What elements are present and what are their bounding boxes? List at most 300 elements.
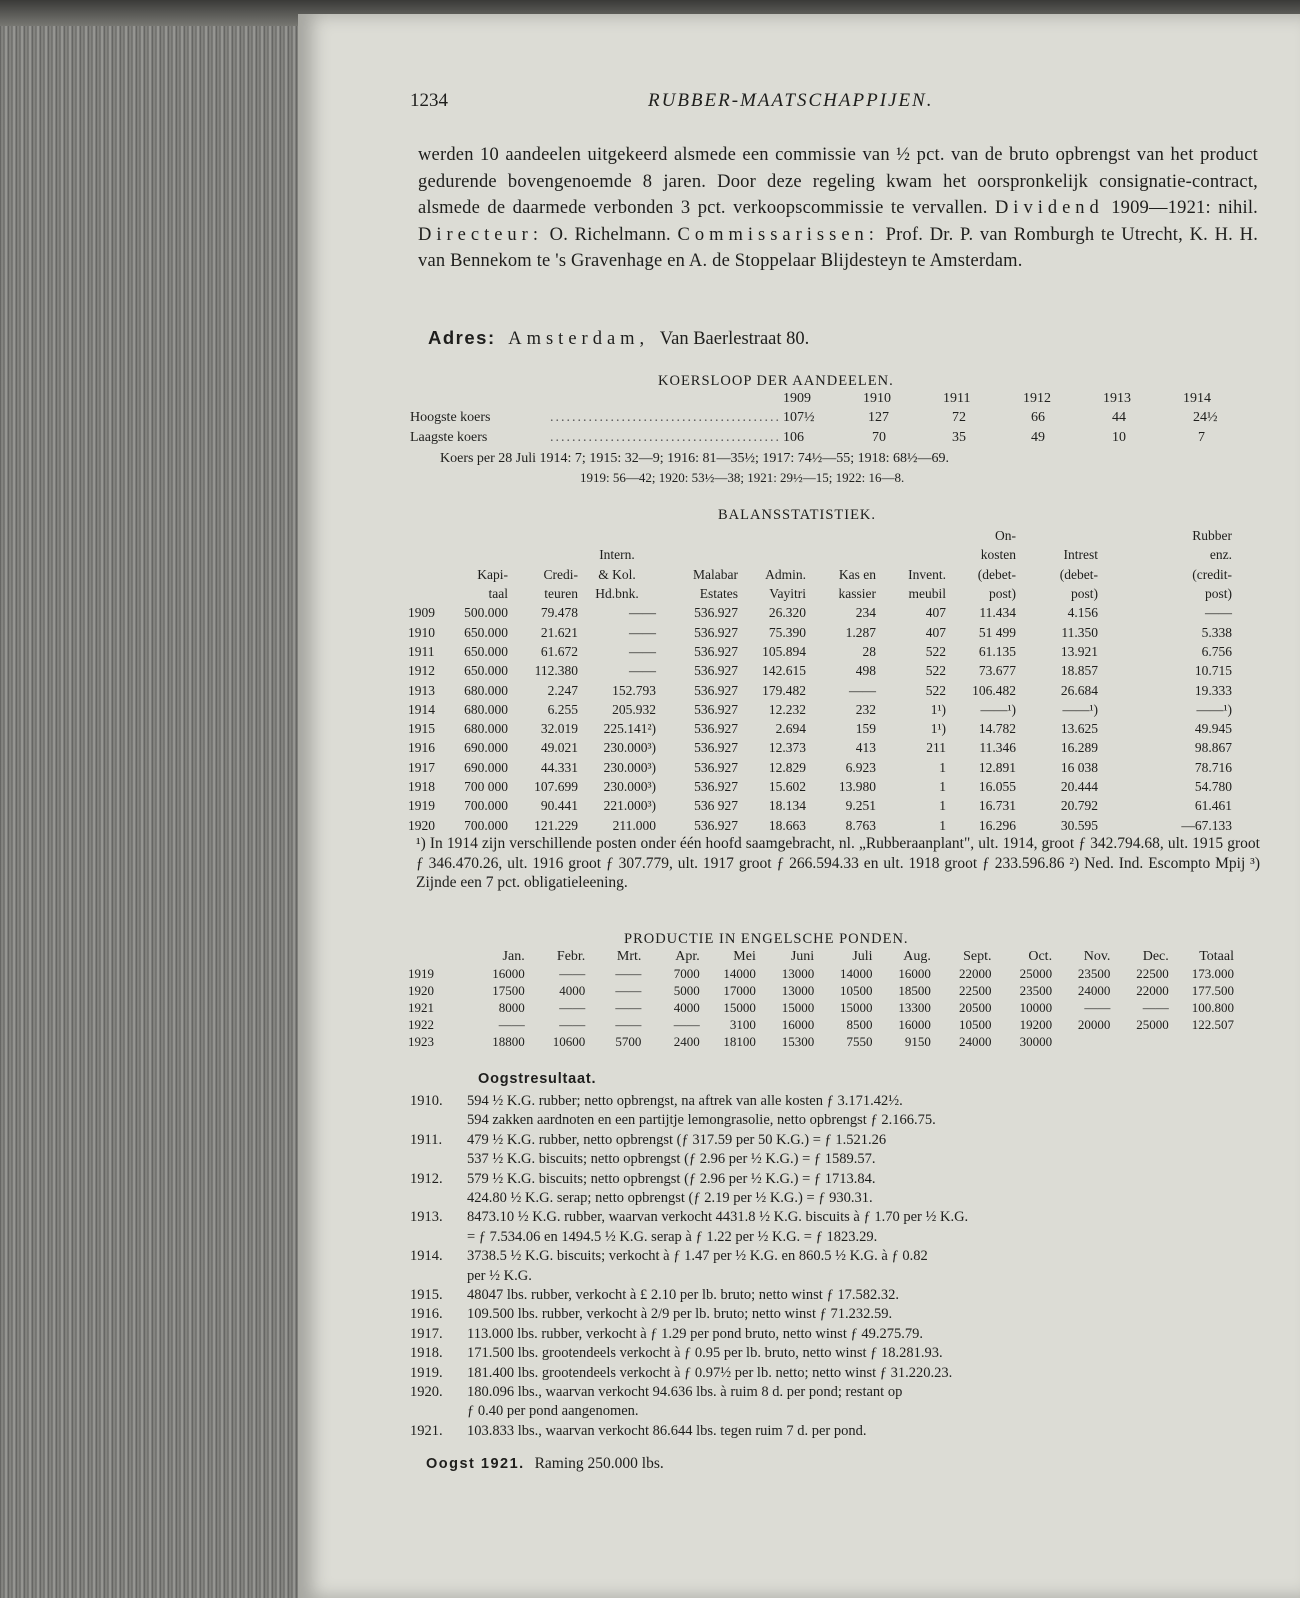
balans-cell: 536.927 [694,721,738,737]
balans-row [408,796,1232,815]
balans-cell: 112.380 [534,663,578,679]
balans-cell: 650.000 [464,624,508,640]
productie-header-row [408,948,1234,965]
koersloop-year: 1914 [1183,391,1211,406]
productie-header-cell: Aug. [903,949,931,964]
productie-header-cell: Nov. [1083,949,1111,964]
productie-cell: 15000 [840,1000,873,1015]
productie-cell: 10600 [552,1034,586,1049]
balans-row [408,777,1232,796]
balans-cell: 690.000 [464,759,508,775]
oogstresultaat-list [410,1092,1250,1442]
balans-cell: 500.000 [464,605,508,621]
oogst-line: 171.500 lbs. grootendeels verkocht à ƒ 0.95 per lb. bruto, netto winst ƒ 18.281.93. [467,1345,943,1362]
oogst-year: 1911. [410,1131,443,1148]
productie-header-cell: Febr. [556,949,586,964]
balans-header-cell: Hd.bnk. [595,586,639,602]
balans-cell: 8.763 [845,817,876,833]
balans-cell: 26.320 [768,605,806,621]
productie-year-cell: 1919 [408,966,434,981]
productie-cell: 20000 [1077,1017,1111,1032]
productie-cell: —— [1142,1000,1169,1015]
productie-cell: 7550 [846,1034,873,1049]
balans-row [408,738,1232,757]
intro-paragraph [418,142,1258,275]
balans-row [408,622,1232,641]
balans-cell: 1¹) [930,721,946,737]
productie-cell: 7000 [673,966,700,981]
balans-cell: 230.000³) [603,740,656,756]
balans-header-cell: Admin. [765,566,806,582]
balans-cell: 230.000³) [603,779,656,794]
adres-street: Van Baerlestraat 80. [659,329,810,349]
balans-cell: 18.663 [768,817,806,833]
balans-cell: 2.694 [775,721,806,737]
productie-year-cell: 1921 [408,1000,434,1015]
balans-header-cell: (debet- [977,566,1016,582]
productie-cell: —— [615,1000,642,1015]
balans-cell: 20.444 [1060,779,1098,794]
oogst-1921-text: Raming 250.000 lbs. [534,1455,664,1472]
productie-cell: 23500 [1019,983,1053,998]
balans-cell: 152.793 [612,682,656,698]
productie-cell: 122.507 [1191,1017,1234,1032]
balans-cell: 121.229 [534,817,578,833]
balans-cell: 650.000 [464,643,508,659]
balans-cell: 225.141²) [603,721,656,737]
balans-cell: 536.927 [694,624,738,640]
productie-cell: 16000 [492,966,525,981]
balans-header-cell [806,545,876,564]
balans-cell: 536.927 [694,779,738,794]
koersloop-year: 1909 [783,391,811,406]
balans-cell: 11.350 [1061,624,1098,640]
balans-cell: 20.792 [1060,798,1098,814]
koersloop-value: 10 [1112,430,1126,445]
koersloop-value: 107½ [783,410,815,425]
balans-cell: 1.287 [845,624,876,640]
koersloop-row-label: Laagste koers [410,430,488,445]
balans-header-cell [656,526,738,545]
oogst-line: 594 ½ K.G. rubber; netto opbrengst, na aftrek van alle kosten ƒ 3.171.42½. [467,1093,903,1109]
balans-header-cell: Intern. [599,547,635,563]
balans-cell: 680.000 [464,701,508,717]
productie-cell: 17500 [492,983,525,998]
balans-cell: 522 [925,682,946,698]
oogst-1921-label: Oogst 1921. [426,1456,525,1472]
balans-cell: 536.927 [694,817,738,833]
productie-cell: —— [559,1017,586,1032]
productie-cell: 10500 [840,983,873,998]
productie-header-cell: Sept. [963,949,992,964]
oogst-line: 537 ½ K.G. biscuits; netto opbrengst (ƒ 2.96 per ½ K.G.) = ƒ 1589.57. [467,1151,876,1168]
balans-cell: 30.595 [1060,817,1098,833]
oogst-year: 1917. [410,1325,443,1342]
oogst-year: 1920. [410,1384,443,1400]
balans-cell: 700 000 [464,779,508,794]
balans-cell: 9.251 [845,798,876,814]
productie-cell [1110,1033,1168,1050]
balans-cell: 536 927 [694,798,738,814]
productie-cell: 25000 [1136,1017,1169,1032]
koersloop-note-2: 1919: 56—42; 1920: 53½—38; 1921: 29½—15; 1922: 16—8. [580,470,905,485]
balans-cell: 536.927 [694,663,738,679]
balans-cell: 413 [855,740,876,756]
balans-cell: 536.927 [694,643,738,659]
productie-row [408,1033,1234,1050]
productie-year-cell: 1922 [408,1017,434,1032]
koersloop-row-laagste [410,430,1230,448]
balans-cell: 536.927 [694,605,738,621]
balans-cell: 49.945 [1194,721,1232,737]
koersloop-value: 7 [1198,430,1205,445]
balans-cell: 407 [925,605,946,621]
koersloop-value: 44 [1112,410,1126,425]
productie-cell: 23500 [1077,966,1111,981]
balans-header-cell [508,545,578,564]
productie-cell: 16000 [898,966,931,981]
koersloop-value: 127 [868,410,889,425]
productie-header-cell: Juli [852,949,873,964]
balans-cell: 12.232 [768,701,806,717]
balans-cell: 680.000 [464,682,508,698]
balans-header-cell: Credi- [543,566,578,582]
balans-cell: 159 [855,721,876,737]
productie-row [408,982,1234,999]
balans-header-row [408,545,1232,564]
balans-year-cell: 1920 [408,817,435,833]
productie-cell: 15300 [781,1034,815,1049]
productie-cell: 3100 [729,1017,756,1032]
balans-cell: 536.927 [694,759,738,775]
productie-cell: 19200 [1019,1017,1053,1032]
balans-header-cell: kassier [838,586,876,602]
balans-header-cell: Intrest [1063,547,1098,563]
productie-header-cell [408,948,446,965]
balans-footnote: ¹) In 1914 zijn verschillende posten onder één hoofd saamgebracht, nl. „Rubberaanplant", ult. 1914, groot ƒ 342.794.68, ult. 1915 groot ƒ 346.470.26, ult. 1916 groot ƒ 307.779, ult. 1917 groot ƒ 266.594.33 en ult. 1918 groot ƒ 233.596.86 ²) Ned. Ind. Escompto Mpij ³) Zijnde een 7 pct. obligatieleening. [416,835,1260,891]
productie-cell: 22000 [1136,983,1169,998]
balans-cell: 18.857 [1060,663,1098,679]
productie-cell: 13300 [898,1000,931,1015]
productie-title: PRODUCTIE IN ENGELSCHE PONDEN. [624,931,909,947]
balans-title: BALANSSTATISTIEK. [718,507,877,523]
balans-cell: 211.000 [612,817,656,833]
productie-cell [1052,1033,1110,1050]
balans-cell: 14.782 [978,721,1016,737]
productie-cell: 15000 [781,1000,815,1015]
balans-header-cell: Rubber [1192,528,1232,544]
balans-cell: 61.135 [978,643,1016,659]
balans-row [408,680,1232,699]
balans-header-cell [408,545,444,564]
balans-header-cell [578,526,656,545]
balans-cell: 107.699 [534,779,578,794]
balans-row [408,815,1232,834]
balans-cell: 90.441 [540,798,578,814]
balans-cell: 44.331 [540,759,578,775]
productie-cell: 24000 [1077,983,1111,998]
balans-cell: 1 [939,817,946,833]
productie-cell: —— [615,966,642,981]
balans-cell: 11.346 [979,740,1016,756]
oogst-line: 103.833 lbs., waarvan verkocht 86.644 lbs. tegen ruim 7 d. per pond. [467,1422,867,1439]
balans-cell: 16.055 [978,779,1016,794]
balans-cell: 6.923 [845,759,876,775]
balans-cell: —— [849,682,876,698]
balans-header-cell: enz. [1209,547,1232,563]
balans-header-cell: On- [995,528,1016,544]
oogst-line: 579 ½ K.G. biscuits; netto opbrengst (ƒ 2.96 per ½ K.G.) = ƒ 1713.84. [467,1170,876,1187]
productie-cell [1169,1033,1234,1050]
productie-cell: 5000 [673,983,700,998]
balans-cell: 105.894 [762,643,806,659]
productie-cell: 14000 [723,966,756,981]
balans-header-cell [444,526,508,545]
balans-header-cell: Malabar [693,566,738,582]
oogst-line: 424.80 ½ K.G. serap; netto opbrengst (ƒ 2.19 per ½ K.G.) = ƒ 930.31. [467,1190,873,1206]
balans-cell: 211 [926,740,946,756]
productie-row [408,999,1234,1016]
balans-cell: 234 [855,605,876,621]
oogst-line: 48047 lbs. rubber, verkocht à £ 2.10 per lb. bruto; netto winst ƒ 17.582.32. [467,1287,899,1303]
oogst-year: 1918. [410,1345,443,1362]
oogst-line: per ½ K.G. [467,1267,532,1284]
productie-header-cell: Apr. [675,949,700,964]
balans-cell: 15.602 [768,779,806,794]
koersloop-year: 1911 [943,391,971,406]
balans-cell: 51 499 [978,624,1016,640]
koersloop-title: KOERSLOOP DER AANDEELEN. [658,373,894,389]
balans-header-cell [444,545,508,564]
balans-cell: 13.980 [838,779,876,794]
balans-cell: 75.390 [768,624,806,640]
balans-cell: ——¹) [980,701,1016,717]
productie-cell: 24000 [958,1034,992,1049]
balans-header-cell: taal [488,586,508,602]
balans-cell: 73.677 [978,663,1016,679]
koersloop-value: 35 [952,430,966,445]
balans-header-cell: meubil [908,586,946,602]
balans-cell: 12.373 [768,740,806,756]
productie-header-cell: Dec. [1142,949,1169,964]
book-page-edges [0,0,300,1598]
balans-header-row [408,526,1232,545]
balans-cell: 522 [925,663,946,679]
oogst-line: ƒ 0.40 per pond aangenomen. [467,1403,639,1420]
intro-text: werden 10 aandeelen uitgekeerd alsmede een commissie van ½ pct. van de bruto opbrengst van het product gedurende bovengenoemde 8 jaren. Door deze regeling kwam het oorspronkelijk consignatie-contract, alsmede de daarmede verbonden 3 pct. verkoopscommissie te vervallen. [418,145,1258,218]
productie-cell: 15000 [723,1000,756,1015]
balans-cell: 98.867 [1194,740,1232,756]
balans-header-cell [1016,526,1098,545]
oogstresultaat-title: Oogstresultaat. [478,1071,597,1087]
balans-cell: 536.927 [694,682,738,698]
koersloop-value: 72 [952,410,966,425]
productie-cell: 5700 [615,1034,642,1049]
balans-cell: —— [629,663,656,679]
balans-cell: 680.000 [464,721,508,737]
balans-header-cell [408,584,444,603]
balans-cell: 54.780 [1194,779,1232,794]
balans-cell: 1 [939,779,946,794]
balans-header-cell [656,545,738,564]
oogst-year: 1912. [410,1170,443,1187]
oogst-line: 479 ½ K.G. rubber, netto opbrengst (ƒ 317.59 per 50 K.G.) = ƒ 1.521.26 [467,1131,887,1148]
balans-header-cell [408,565,444,584]
balans-cell: 1¹) [930,701,946,717]
balans-cell: 700.000 [464,817,508,833]
balans-cell: —— [629,605,656,621]
balans-header-cell: Invent. [908,566,946,582]
balans-cell: —— [629,643,656,659]
balans-cell: 536.927 [694,740,738,756]
balans-header-cell [738,526,806,545]
productie-cell: 10500 [958,1017,992,1032]
balans-cell: 49.021 [540,740,578,756]
balans-cell: 16.731 [978,798,1016,814]
balans-cell: 232 [855,701,876,717]
balans-year-cell: 1915 [408,721,435,737]
balans-year-cell: 1918 [408,779,435,794]
productie-cell: 20500 [958,1000,992,1015]
balans-year-cell: 1910 [408,624,435,640]
balans-cell: 2.247 [547,682,578,698]
balans-header-cell: teuren [544,586,578,602]
productie-cell: 18500 [898,983,931,998]
productie-cell: 22500 [958,983,992,998]
oogst-year: 1914. [410,1248,443,1265]
balans-cell: ——¹) [1062,701,1098,717]
koersloop-year: 1913 [1103,391,1131,406]
balans-row [408,719,1232,738]
koersloop-row-hoogste [410,410,1230,428]
balans-cell: 12.829 [768,759,806,775]
balans-row [408,700,1232,719]
productie-cell: 9150 [904,1034,931,1049]
productie-cell: 18100 [723,1034,756,1049]
oogst-line: = ƒ 7.534.06 en 1494.5 ½ K.G. serap à ƒ 1.22 per ½ K.G. = ƒ 1823.29. [467,1228,878,1245]
balans-cell: 78.716 [1194,759,1232,775]
productie-cell: —— [559,1000,586,1015]
productie-header-cell: Juni [790,949,815,964]
productie-cell: 30000 [1019,1034,1053,1049]
commissarissen-text: Prof. Dr. P. van Romburgh te Utrecht, K. H. H. van Bennekom te 's Gravenhage en A. de Stoppelaar Blijdesteyn te Amsterdam. [418,224,1259,271]
productie-header-cell: Jan. [502,949,525,964]
directeur-text: O. Richelmann. [549,224,671,245]
koersloop-year: 1910 [863,391,891,406]
balans-cell: 5.338 [1201,624,1232,640]
balans-cell: 13.625 [1060,721,1098,737]
balans-row [408,661,1232,680]
balans-header-cell: post) [989,586,1016,602]
balans-cell: 106.482 [972,682,1016,698]
productie-cell: 18800 [492,1034,525,1049]
productie-cell: 4000 [559,983,586,998]
balans-header-cell [738,545,806,564]
balans-year-cell: 1916 [408,740,435,756]
balans-cell: 650.000 [464,663,508,679]
balans-cell: 16.296 [978,817,1016,833]
oogst-line: 3738.5 ½ K.G. biscuits; verkocht à ƒ 1.47 per ½ K.G. en 860.5 ½ K.G. à ƒ 0.82 [467,1248,928,1265]
balans-header-cell: kosten [980,547,1016,563]
balans-cell: 179.482 [762,682,806,698]
koersloop-value: 106 [783,430,804,445]
oogst-line: 113.000 lbs. rubber, verkocht à ƒ 1.29 per pond bruto, netto winst ƒ 49.275.79. [467,1325,923,1342]
balans-header-cell: Kas en [838,566,876,582]
balans-cell: 1 [939,798,946,814]
productie-cell: 13000 [781,966,815,981]
balans-header-cell [876,526,946,545]
productie-cell: 16000 [781,1017,815,1032]
balans-cell: 221.000³) [603,798,656,814]
oogst-year: 1913. [410,1209,443,1226]
balans-cell: 12.891 [978,759,1016,775]
balans-cell: 6.756 [1201,643,1232,659]
balans-cell: 536.927 [694,701,738,717]
productie-row [408,1016,1234,1033]
productie-cell: 13000 [781,983,815,998]
productie-cell: 25000 [1019,966,1053,981]
balans-header-cell [408,526,444,545]
koersloop-note-1: Koers per 28 Juli 1914: 7; 1915: 32—9; 1916: 81—35½; 1917: 74½—55; 1918: 68½—69. [440,451,950,466]
balans-cell: 6.255 [547,701,578,717]
balans-cell: 26.684 [1060,682,1098,698]
oogst-year: 1910. [410,1093,443,1109]
balans-header-cell: Vayitri [769,586,806,602]
balans-cell: 498 [855,663,876,679]
oogst-line: 181.400 lbs. grootendeels verkocht à ƒ 0.97½ per lb. netto; netto winst ƒ 31.220.23. [467,1364,953,1381]
productie-cell: 4000 [673,1000,700,1015]
balans-year-cell: 1917 [408,759,435,775]
koersloop-value: 66 [1031,410,1045,425]
oogst-year: 1915. [410,1287,443,1303]
koersloop-row-label: Hoogste koers [410,410,491,425]
dot-leader: .......................................... [550,410,781,425]
adres-label: Adres: [428,327,496,348]
productie-row [408,965,1234,982]
directeur-label: Directeur: [418,224,543,245]
balans-cell: 32.019 [540,721,578,737]
balans-year-cell: 1913 [408,682,435,698]
productie-year-cell: 1920 [408,983,434,998]
balans-row [408,603,1232,622]
balans-header-cell [806,526,876,545]
dividend-label: Dividend [994,198,1104,218]
page-number: 1234 [410,90,448,111]
balans-header-cell [876,545,946,564]
balans-cell: 19.333 [1194,682,1232,698]
balans-cell: 16.289 [1060,740,1098,756]
balans-header-cell: (credit- [1192,566,1232,582]
balans-cell: 4.156 [1067,605,1098,621]
balans-cell: 10.715 [1194,663,1232,679]
productie-cell: 8000 [498,1000,525,1015]
productie-table [408,948,1234,1050]
oogst-year: 1916. [410,1306,443,1323]
balans-year-cell: 1909 [408,605,435,621]
balans-cell: 61.461 [1194,798,1232,814]
balans-cell: 205.932 [612,701,656,717]
oogst-line: 180.096 lbs., waarvan verkocht 94.636 lbs. à ruim 8 d. per pond; restant op [467,1384,903,1400]
balans-row [408,642,1232,661]
oogst-line: 8473.10 ½ K.G. rubber, waarvan verkocht 4431.8 ½ K.G. biscuits à ƒ 1.70 per ½ K.G. [467,1209,969,1226]
productie-cell: 173.000 [1191,966,1234,981]
balans-cell: 700.000 [464,798,508,814]
balans-cell: 142.615 [762,663,806,679]
balans-cell: 79.478 [540,605,578,621]
productie-cell: 22500 [1136,966,1169,981]
balans-header-cell: Estates [699,586,738,602]
productie-header-cell: Oct. [1028,949,1053,964]
